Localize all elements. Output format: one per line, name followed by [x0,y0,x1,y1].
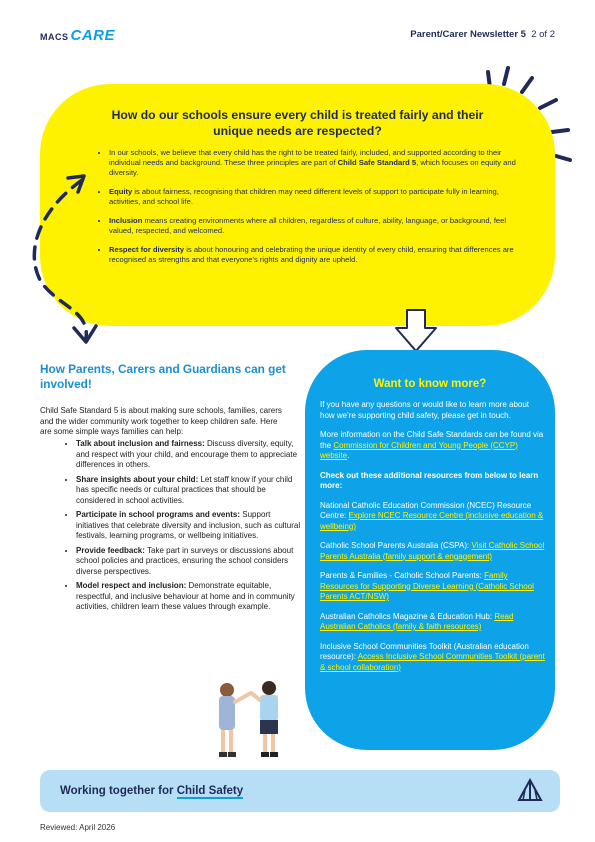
fairness-item-text: is about honouring and celebrating the unique identity of every child, ensuring that differences are recognised as strengths and that everyone's rights and dignity are upheld. [109,245,514,264]
more-title: Want to know more? [373,378,487,390]
resource-cspa [320,541,545,562]
footer-slogan-highlight: Child Safety [176,785,244,797]
resource-parents-families [320,571,545,603]
logo-prefix: MACS [40,32,69,42]
reviewed-date: Reviewed: April 2026 [40,823,116,832]
more-ccyp-text: More information on the Child Safe Standards can be found via the [320,430,544,450]
involved-item [76,475,304,507]
resource-text: Australian Catholics Magazine & Education Hub: [320,611,495,621]
fairness-heading: How do our schools ensure every child is treated fairly and their unique needs are respected? [111,108,484,138]
involved-item-term: Share insights about your child: [76,474,199,484]
resource-ncec [320,501,545,533]
fairness-item-text: is about fairness, recognising that children may need different levels of support to participate fully in learning, activities, and school life. [109,187,499,206]
resource-toolkit [320,642,545,674]
more-resources-heading: Check out these additional resources from below to learn more: [320,470,539,490]
macs-emblem-icon [517,778,543,802]
involved-item-term: Provide feedback: [76,545,145,555]
fairness-item-term: Equity [109,187,133,196]
fairness-item-bold: Child Safe Standard 5 [337,158,417,167]
fairness-item-equity [109,187,520,207]
resource-text: Inclusive School Communities Toolkit (Australian education resource): [320,641,529,661]
footer-slogan [60,785,243,797]
fairness-item-text: means creating environments where all children, regardless of culture, ability, language, or background, feel valued, respected, and welcomed. [109,216,507,235]
involved-item-text: Discuss diversity, equity, and respect with your child, and encourage them to appreciate differences in others. [76,439,298,469]
resource-text: National Catholic Education Commission (NCEC) Resource Centre: [320,500,532,520]
page-indicator: 2 of 2 [531,29,555,40]
down-arrow-icon [393,308,439,354]
fairness-item-diversity [109,245,520,265]
children-illustration [205,680,295,760]
newsletter-header [410,29,555,40]
more-ccyp-tail: . [347,451,350,460]
involved-item-text: Take part in surveys or discussions about school policies and practices, ensuring the school considers diverse perspectives. [76,545,294,576]
involved-item-term: Model respect and inclusion: [76,581,187,590]
resource-australian-catholics [320,612,545,633]
involved-intro: Child Safe Standard 5 is about making sure schools, families, carers and the wider community work together to keep children safe. Here are some simple ways families can help: [40,406,282,436]
cspa-link[interactable]: Visit Catholic School Parents Australia (family support & engagement) [320,541,545,561]
dashed-arrow-icon [20,170,110,350]
resource-text: Parents & Families - Catholic School Parents: [320,571,485,580]
australian-catholics-link[interactable]: Read Australian Catholics (family & faith resources) [320,611,514,631]
involved-item-term: Talk about inclusion and fairness: [76,439,205,448]
fairness-item-term: Respect for diversity [109,245,185,254]
involved-item-term: Participate in school programs and events: [76,510,241,519]
fairness-item-intro [109,148,520,178]
macs-care-logo [40,27,115,44]
fairness-list [95,148,520,274]
fairness-item-term: Inclusion [109,216,143,225]
involved-item [76,546,304,578]
fairness-item-text: In our schools, we believe that every child has the right to be treated fairly, included, and supported according to their individual needs and background. These three principles are part of [109,148,502,167]
involved-item-text: Demonstrate equitable, respectful, and inclusive behaviour at home and in community activities, children learn these values through example. [76,581,295,611]
fairness-info-box [40,84,555,326]
involved-title: How Parents, Carers and Guardians can get involved! [40,362,286,391]
more-ccyp-paragraph [320,430,545,462]
involved-item-text: Support initiatives that celebrate diversity and inclusion, such as cultural festivals, learning programs, or wellbeing initiatives. [76,510,301,540]
ncec-link[interactable]: Explore NCEC Resource Centre (inclusive education & wellbeing) [320,511,544,531]
involved-item-text: Let staff know if your child has specific needs or cultural practices that should be considered in school activities. [76,474,293,505]
involved-item [76,510,304,542]
involved-item [76,439,304,471]
logo-brand: CARE [70,27,116,44]
fairness-item-tail: , which focuses on equity and diversity. [109,158,516,177]
toolkit-link[interactable]: Access Inclusive School Communities Toolkit (parent & school collaboration) [320,652,545,672]
more-paragraph: If you have any questions or would like to learn more about how we're supporting child safety, please get in touch. [320,400,530,420]
resource-text: Catholic School Parents Australia (CSPA): [320,541,472,550]
fairness-item-inclusion [109,216,520,236]
newsletter-title: Parent/Carer Newsletter 5 [410,29,526,40]
involved-item [76,581,304,613]
involved-list [62,439,304,617]
ccyp-website-link[interactable]: Commission for Children and Young People (CCYP) website [320,440,518,460]
footer-slogan-prefix: Working together for [60,785,177,797]
family-resources-link[interactable]: Family Resources for Supporting Diverse Learning (Catholic School Parents ACT/NSW) [320,571,534,601]
more-content [320,400,545,682]
